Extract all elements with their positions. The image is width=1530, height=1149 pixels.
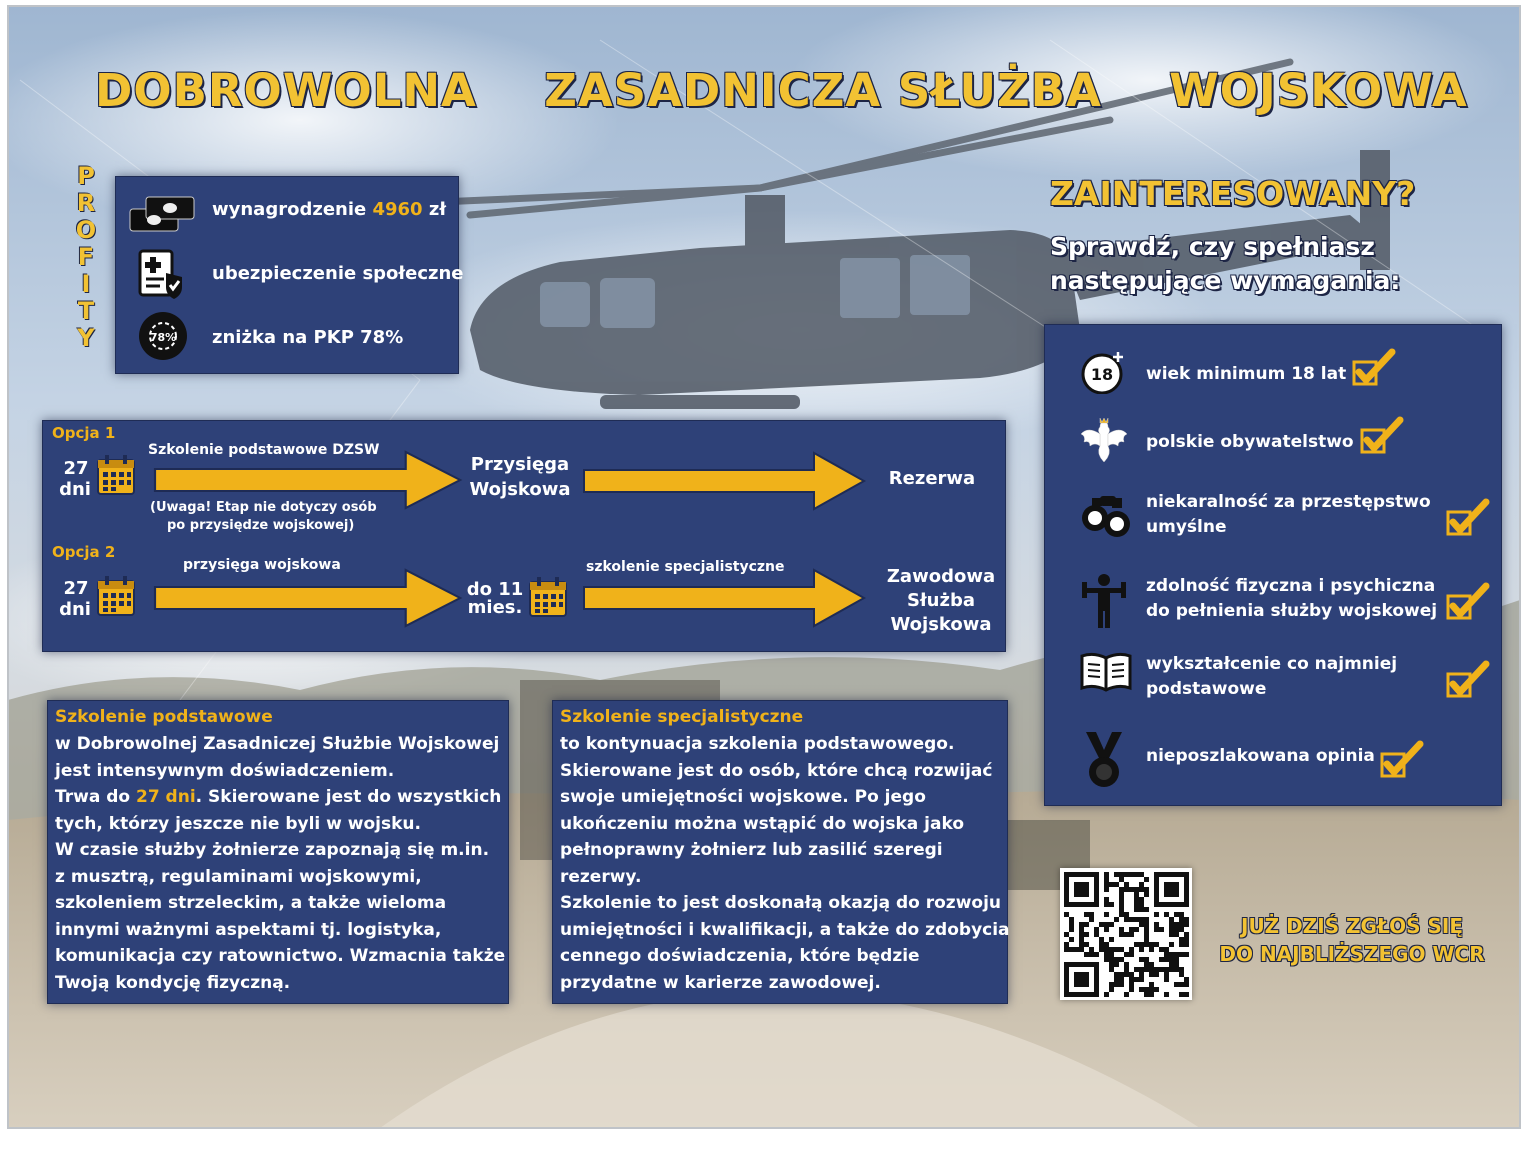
option1-days-unit: dni	[59, 479, 91, 500]
specialist-training-line: ukończeniu można wstąpić do wojska jako	[560, 813, 964, 834]
basic-training-heading: Szkolenie podstawowe	[55, 707, 273, 727]
option1-oath-line2: Wojskowa	[469, 479, 571, 500]
specialist-training-line: Skierowane jest do osób, które chcą rozwijać	[560, 760, 993, 781]
option2-end-line3: Wojskowa	[890, 614, 992, 635]
specialist-training-line: cennego doświadczenia, które będzie	[560, 946, 920, 966]
option2-mid-line2: mies.	[467, 597, 523, 618]
option2-days-unit: dni	[59, 599, 91, 620]
basic-training-line: innymi ważnymi aspektami tj. logistyka,	[55, 919, 442, 940]
option2-arrow2-label: szkolenie specjalistyczne	[586, 559, 785, 575]
requirement-line: wykształcenie co najmniej	[1146, 654, 1398, 674]
specialist-training-line: rezerwy.	[560, 866, 642, 887]
title-word-2: ZASADNICZA SŁUŻBA	[544, 64, 1102, 117]
profits-label-letter: R	[76, 189, 96, 217]
specialist-training-body	[560, 731, 1010, 996]
title-word-1: DOBROWOLNA	[95, 64, 477, 117]
basic-training-line: z musztrą, regulaminami wojskowymi,	[55, 866, 422, 887]
requirement-line: polskie obywatelstwo	[1146, 432, 1354, 452]
basic-training-line: komunikacja czy ratownictwo. Wzmacnia także	[55, 946, 506, 966]
basic-training-body	[55, 731, 505, 996]
specialist-training-line: przydatne w karierze zawodowej.	[560, 972, 881, 993]
requirement-line: umyślne	[1146, 517, 1227, 537]
profits-label-letter: F	[77, 243, 95, 271]
option2-mid-line1: do 11	[466, 579, 524, 600]
title-word-3: WOJSKOWA	[1169, 64, 1468, 117]
option1-note-line2: po przysiędze wojskowej)	[167, 518, 355, 533]
basic-training-line: Twoją kondycję fizyczną.	[55, 972, 291, 993]
salary-currency: zł	[422, 199, 447, 220]
option1-oath-line1: Przysięga	[470, 454, 570, 475]
option1-arrow-label: Szkolenie podstawowe DZSW	[148, 442, 380, 458]
option1-days-number: 27	[63, 458, 89, 479]
interested-subtitle-1: Sprawdź, czy spełniasz	[1050, 232, 1375, 261]
basic-training-line: w Dobrowolnej Zasadniczej Służbie Wojskowej	[55, 734, 500, 754]
requirement-line: nieposzlakowana opinia	[1146, 746, 1375, 766]
basic-training-line	[55, 784, 505, 811]
profits-label-letter: O	[75, 216, 97, 244]
option2-end-line2: Służba	[907, 590, 975, 611]
requirement-line: wiek minimum 18 lat	[1146, 364, 1347, 384]
interested-subtitle-2: następujące wymagania:	[1050, 266, 1401, 295]
option2-days-number: 27	[63, 578, 89, 599]
qr-code-icon	[1060, 868, 1192, 1000]
option2-end-line1: Zawodowa	[886, 566, 996, 587]
requirement-line: niekaralność za przestępstwo	[1146, 492, 1431, 512]
profits-label-letter: I	[81, 270, 91, 298]
specialist-training-line: umiejętności i kwalifikacji, a także do zdobycia	[560, 919, 1010, 940]
salary-label: wynagrodzenie	[212, 199, 373, 220]
cta-line-2: DO NAJBLIŻSZEGO WCR	[1219, 942, 1485, 966]
basic-training-line: tych, którzy jeszcze nie byli w wojsku.	[55, 813, 421, 834]
specialist-training-line: Szkolenie to jest doskonałą okazją do rozwoju	[560, 893, 1002, 913]
specialist-training-line: pełnoprawny żołnierz lub zasilić szeregi	[560, 840, 943, 860]
duration-suffix: . Skierowane jest do wszystkich	[195, 787, 502, 807]
option2-arrow1-label: przysięga wojskowa	[183, 557, 341, 573]
duration-prefix: Trwa do	[55, 787, 136, 807]
arrow-2-option2	[584, 570, 864, 626]
basic-training-line: jest intensywnym doświadczeniem.	[55, 760, 395, 781]
requirement-line: zdolność fizyczna i psychiczna	[1146, 576, 1436, 596]
arrow-2-option1	[584, 453, 864, 509]
cta-line-1: JUŻ DZIŚ ZGŁOŚ SIĘ	[1241, 914, 1463, 938]
specialist-training-line: swoje umiejętności wojskowe. Po jego	[560, 787, 926, 807]
option1-end-reserve: Rezerwa	[888, 468, 976, 489]
requirement-line: podstawowe	[1146, 679, 1267, 699]
option1-label: Opcja 1	[52, 424, 116, 442]
discount-icon-text: 78%	[149, 331, 177, 344]
profit-insurance: ubezpieczenie społeczne	[212, 263, 464, 284]
option1-note-line1: (Uwaga! Etap nie dotyczy osób	[150, 500, 377, 515]
duration-highlight: 27 dni	[135, 787, 196, 807]
calendar-icon	[96, 454, 136, 500]
specialist-training-heading: Szkolenie specjalistyczne	[560, 707, 804, 727]
option2-label: Opcja 2	[52, 543, 116, 561]
age-icon-text: 18	[1090, 365, 1114, 384]
profit-discount: zniżka na PKP 78%	[212, 327, 404, 348]
basic-training-line: W czasie służby żołnierze zapoznają się m.in.	[55, 840, 490, 860]
profits-label-letter: Y	[77, 324, 95, 352]
profits-label-letter: P	[77, 162, 95, 190]
requirement-line: do pełnienia służby wojskowej	[1146, 601, 1438, 621]
calendar-icon	[96, 575, 136, 621]
salary-amount: 4960	[372, 199, 423, 220]
specialist-training-line: to kontynuacja szkolenia podstawowego.	[560, 734, 955, 754]
interested-heading: ZAINTERESOWANY?	[1050, 174, 1416, 213]
basic-training-line: szkoleniem strzeleckim, a także wieloma	[55, 893, 447, 913]
profits-label-letter: T	[77, 297, 95, 325]
calendar-icon	[528, 576, 568, 622]
arrow-1-option2	[155, 570, 460, 626]
